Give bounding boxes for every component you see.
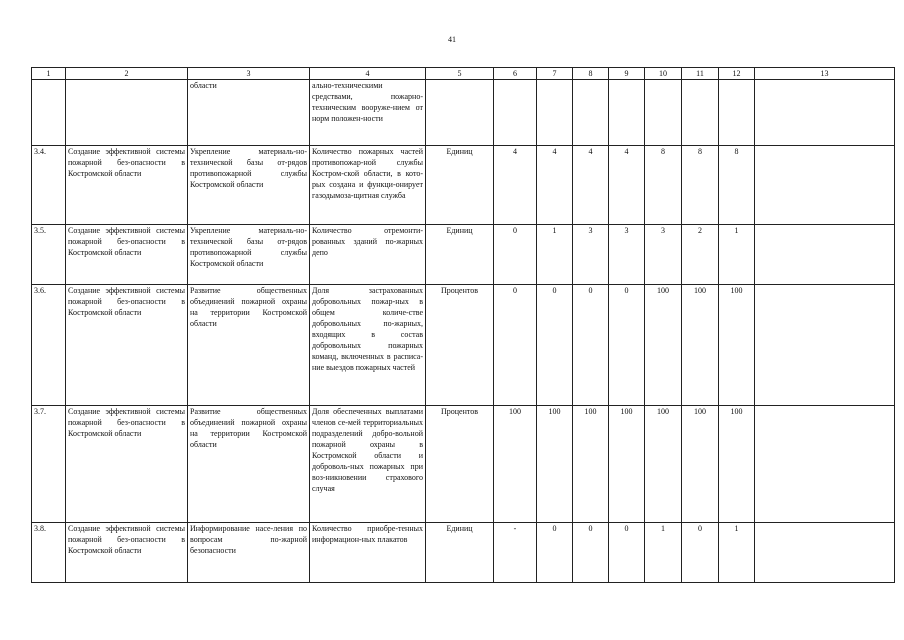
- value-cell: 100: [645, 406, 682, 523]
- value-cell: [645, 80, 682, 146]
- col-header-10: 10: [645, 68, 682, 80]
- indicator-cell: ально-техническими средствами, пожарно-техническим вооруже-нием от норм положен-ности: [310, 80, 426, 146]
- table-row: [32, 80, 895, 146]
- value-cell: 4: [537, 146, 573, 225]
- goal-cell: Создание эффективной системы пожарной без-опасности в Костромской области: [66, 285, 188, 406]
- value-cell: 100: [609, 406, 645, 523]
- value-cell: 4: [573, 146, 609, 225]
- value-cell: 3: [609, 225, 645, 285]
- value-cell: 3: [573, 225, 609, 285]
- note-cell: [755, 406, 895, 523]
- value-cell: 4: [494, 146, 537, 225]
- col-header-1: 1: [32, 68, 66, 80]
- value-cell: 100: [682, 285, 719, 406]
- value-cell: 0: [494, 225, 537, 285]
- goal-cell: [66, 80, 188, 146]
- value-cell: 3: [645, 225, 682, 285]
- value-cell: 0: [537, 523, 573, 583]
- value-cell: 1: [719, 523, 755, 583]
- col-header-13: 13: [755, 68, 895, 80]
- unit-cell: Процентов: [426, 406, 494, 523]
- col-header-2: 2: [66, 68, 188, 80]
- value-cell: -: [494, 523, 537, 583]
- value-cell: 100: [719, 285, 755, 406]
- value-cell: [494, 80, 537, 146]
- task-cell: Развитие общественных объединений пожарной охраны на территории Костромской области: [188, 285, 310, 406]
- value-cell: 1: [645, 523, 682, 583]
- row-number: [32, 80, 66, 146]
- task-cell: Развитие общественных объединений пожарной охраны на территории Костромской области: [188, 406, 310, 523]
- value-cell: 100: [682, 406, 719, 523]
- value-cell: 100: [719, 406, 755, 523]
- value-cell: [537, 80, 573, 146]
- row-number: 3.6.: [32, 285, 66, 406]
- unit-cell: Единиц: [426, 146, 494, 225]
- row-number: 3.8.: [32, 523, 66, 583]
- unit-cell: [426, 80, 494, 146]
- note-cell: [755, 285, 895, 406]
- value-cell: 8: [645, 146, 682, 225]
- task-cell: Укрепление материаль-но-технической базы от-рядов противопожарной службы Костромской области: [188, 146, 310, 225]
- goal-cell: Создание эффективной системы пожарной без-опасности в Костромской области: [66, 406, 188, 523]
- col-header-12: 12: [719, 68, 755, 80]
- col-header-7: 7: [537, 68, 573, 80]
- value-cell: 8: [682, 146, 719, 225]
- table-row: [32, 146, 895, 225]
- col-header-5: 5: [426, 68, 494, 80]
- table-row: [32, 285, 895, 406]
- unit-cell: Процентов: [426, 285, 494, 406]
- value-cell: [719, 80, 755, 146]
- table-row: [32, 225, 895, 285]
- goal-cell: Создание эффективной системы пожарной без-опасности в Костромской области: [66, 146, 188, 225]
- value-cell: 100: [537, 406, 573, 523]
- value-cell: 0: [573, 523, 609, 583]
- row-number: 3.5.: [32, 225, 66, 285]
- unit-cell: Единиц: [426, 225, 494, 285]
- value-cell: 0: [609, 523, 645, 583]
- indicator-cell: Количество отремонти-рованных зданий по-жарных депо: [310, 225, 426, 285]
- goal-cell: Создание эффективной системы пожарной без-опасности в Костромской области: [66, 225, 188, 285]
- col-header-11: 11: [682, 68, 719, 80]
- indicator-cell: Количество пожарных частей противопожар-ной службы Костром-ской области, в кото-рых создана и функци-онирует газодымоза-щитная служба: [310, 146, 426, 225]
- table-row: [32, 406, 895, 523]
- table-row: [32, 523, 895, 583]
- goal-cell: Создание эффективной системы пожарной без-опасности в Костромской области: [66, 523, 188, 583]
- indicator-cell: Доля застрахованных добровольных пожар-ных в общем количе-стве добровольных по-жарных, входящих в состав добровольных пожарных команд, включенных в расписа-ние выездов пожарных частей: [310, 285, 426, 406]
- note-cell: [755, 225, 895, 285]
- value-cell: [609, 80, 645, 146]
- value-cell: 8: [719, 146, 755, 225]
- note-cell: [755, 80, 895, 146]
- value-cell: 0: [609, 285, 645, 406]
- indicator-cell: Доля обеспеченных выплатами членов се-мей территориальных подразделений добро-вольной пожарной охраны в Костромской области и доброволь-ных пожарных при воз-никновении страхового случая: [310, 406, 426, 523]
- value-cell: 1: [537, 225, 573, 285]
- value-cell: [573, 80, 609, 146]
- col-header-6: 6: [494, 68, 537, 80]
- note-cell: [755, 523, 895, 583]
- value-cell: 100: [573, 406, 609, 523]
- indicators-table: [31, 67, 895, 583]
- value-cell: 0: [682, 523, 719, 583]
- indicator-cell: Количество приобре-тенных информацион-ных плакатов: [310, 523, 426, 583]
- row-number: 3.4.: [32, 146, 66, 225]
- col-header-9: 9: [609, 68, 645, 80]
- value-cell: 4: [609, 146, 645, 225]
- value-cell: 100: [494, 406, 537, 523]
- col-header-8: 8: [573, 68, 609, 80]
- unit-cell: Единиц: [426, 523, 494, 583]
- value-cell: 2: [682, 225, 719, 285]
- value-cell: [682, 80, 719, 146]
- value-cell: 0: [494, 285, 537, 406]
- value-cell: 1: [719, 225, 755, 285]
- value-cell: 100: [645, 285, 682, 406]
- header-row: [32, 68, 895, 80]
- value-cell: 0: [573, 285, 609, 406]
- task-cell: Укрепление материаль-но-технической базы от-рядов противопожарной службы Костромской области: [188, 225, 310, 285]
- note-cell: [755, 146, 895, 225]
- value-cell: 0: [537, 285, 573, 406]
- row-number: 3.7.: [32, 406, 66, 523]
- col-header-4: 4: [310, 68, 426, 80]
- col-header-3: 3: [188, 68, 310, 80]
- task-cell: области: [188, 80, 310, 146]
- page-number: 41: [448, 35, 456, 44]
- task-cell: Информирование насе-ления по вопросам по-жарной безопасности: [188, 523, 310, 583]
